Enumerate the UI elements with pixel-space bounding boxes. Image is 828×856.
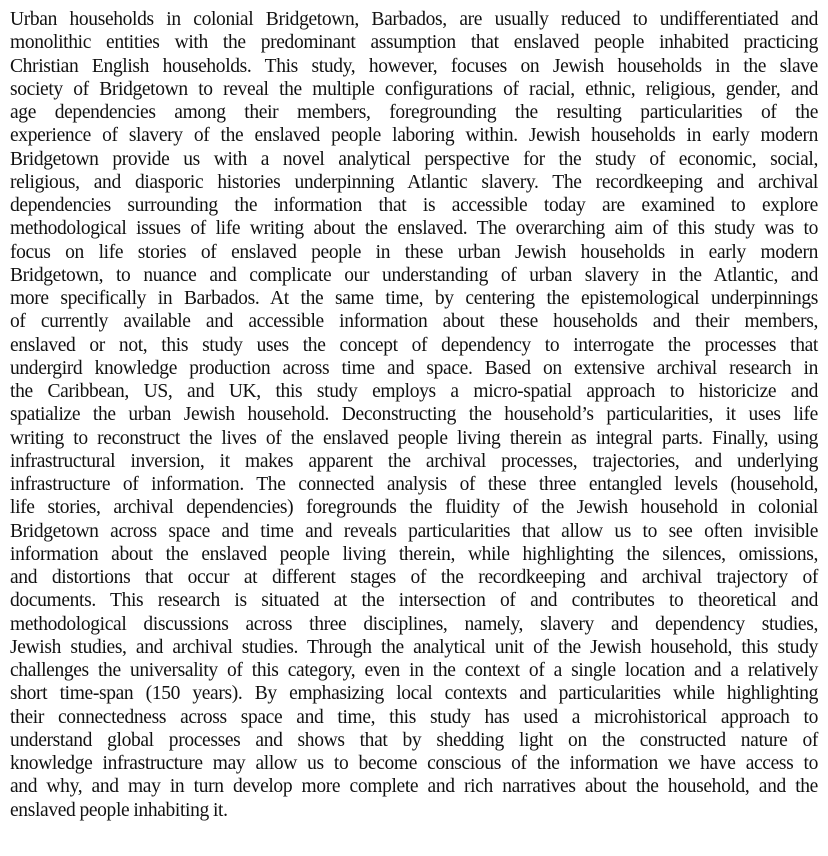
text-line: of currently available and accessible information about these households and their members, xyxy=(10,311,818,333)
text-line: experience of slavery of the enslaved people laboring within. Jewish households in early modern xyxy=(10,125,818,147)
text-line: understand global processes and shows that by shedding light on the constructed nature of xyxy=(10,729,818,751)
text-line: Bridgetown provide us with a novel analytical perspective for the study of economic, social, xyxy=(10,148,818,170)
text-line: methodological discussions across three disciplines, namely, slavery and dependency studies, xyxy=(10,613,818,635)
text-line: focus on life stories of enslaved people in these urban Jewish households in early modern xyxy=(10,241,818,263)
text-line: spatialize the urban Jewish household. Deconstructing the household’s particularities, it uses life xyxy=(10,404,818,426)
text-line: and distortions that occur at different stages of the recordkeeping and archival trajectory of xyxy=(10,567,818,588)
text-line: infrastructural inversion, it makes apparent the archival processes, trajectories, and underlying xyxy=(10,450,818,472)
text-line: Urban households in colonial Bridgetown, Barbados, are usually reduced to undifferentiated and xyxy=(10,9,818,30)
text-line: challenges the universality of this category, even in the context of a single location and a relatively xyxy=(10,660,818,681)
text-line: Bridgetown, to nuance and complicate our understanding of urban slavery in the Atlantic, and xyxy=(10,264,818,286)
text-line: monolithic entities with the predominant assumption that enslaved people inhabited practicing xyxy=(10,32,818,54)
text-line: information about the enslaved people living therein, while highlighting the silences, omissions, xyxy=(10,543,818,565)
text-line: dependencies surrounding the information that is accessible today are examined to explore xyxy=(10,195,818,216)
text-line: more specifically in Barbados. At the same time, by centering the epistemological underpinnings xyxy=(10,288,818,309)
text-line: Jewish studies, and archival studies. Through the analytical unit of the Jewish household, this study xyxy=(10,636,818,658)
abstract-paragraph xyxy=(10,8,818,822)
text-line: enslaved or not, this study uses the concept of dependency to interrogate the processes that xyxy=(10,334,818,356)
text-line: methodological issues of life writing about the enslaved. The overarching aim of this study was to xyxy=(10,218,818,240)
text-line: society of Bridgetown to reveal the multiple configurations of racial, ethnic, religious, gender, and xyxy=(10,78,818,100)
text-line: age dependencies among their members, foregrounding the resulting particularities of the xyxy=(10,102,818,123)
text-line: writing to reconstruct the lives of the enslaved people living therein as integral parts. Finally, using xyxy=(10,427,818,449)
text-line: documents. This research is situated at the intersection of and contributes to theoretical and xyxy=(10,590,818,612)
text-line: infrastructure of information. The connected analysis of these three entangled levels (household, xyxy=(10,474,818,495)
text-line: life stories, archival dependencies) foregrounds the fluidity of the Jewish household in colonial xyxy=(10,497,818,519)
text-line: short time-span (150 years). By emphasizing local contexts and particularities while highlighting xyxy=(10,683,818,705)
text-line: the Caribbean, US, and UK, this study employs a micro-spatial approach to historicize and xyxy=(10,381,818,402)
text-line: religious, and diasporic histories underpinning Atlantic slavery. The recordkeeping and archival xyxy=(10,171,818,193)
text-line: their connectedness across space and time, this study has used a microhistorical approach to xyxy=(10,706,818,728)
text-line: knowledge infrastructure may allow us to become conscious of the information we have access to xyxy=(10,753,818,774)
text-line: Bridgetown across space and time and reveals particularities that allow us to see often invisible xyxy=(10,520,818,542)
text-line: undergird knowledge production across time and space. Based on extensive archival research in xyxy=(10,357,818,379)
text-line: enslaved people inhabiting it. xyxy=(10,799,228,821)
text-line: and why, and may in turn develop more complete and rich narratives about the household, and the xyxy=(10,776,818,798)
text-line: Christian English households. This study, however, focuses on Jewish households in the slave xyxy=(10,55,818,77)
